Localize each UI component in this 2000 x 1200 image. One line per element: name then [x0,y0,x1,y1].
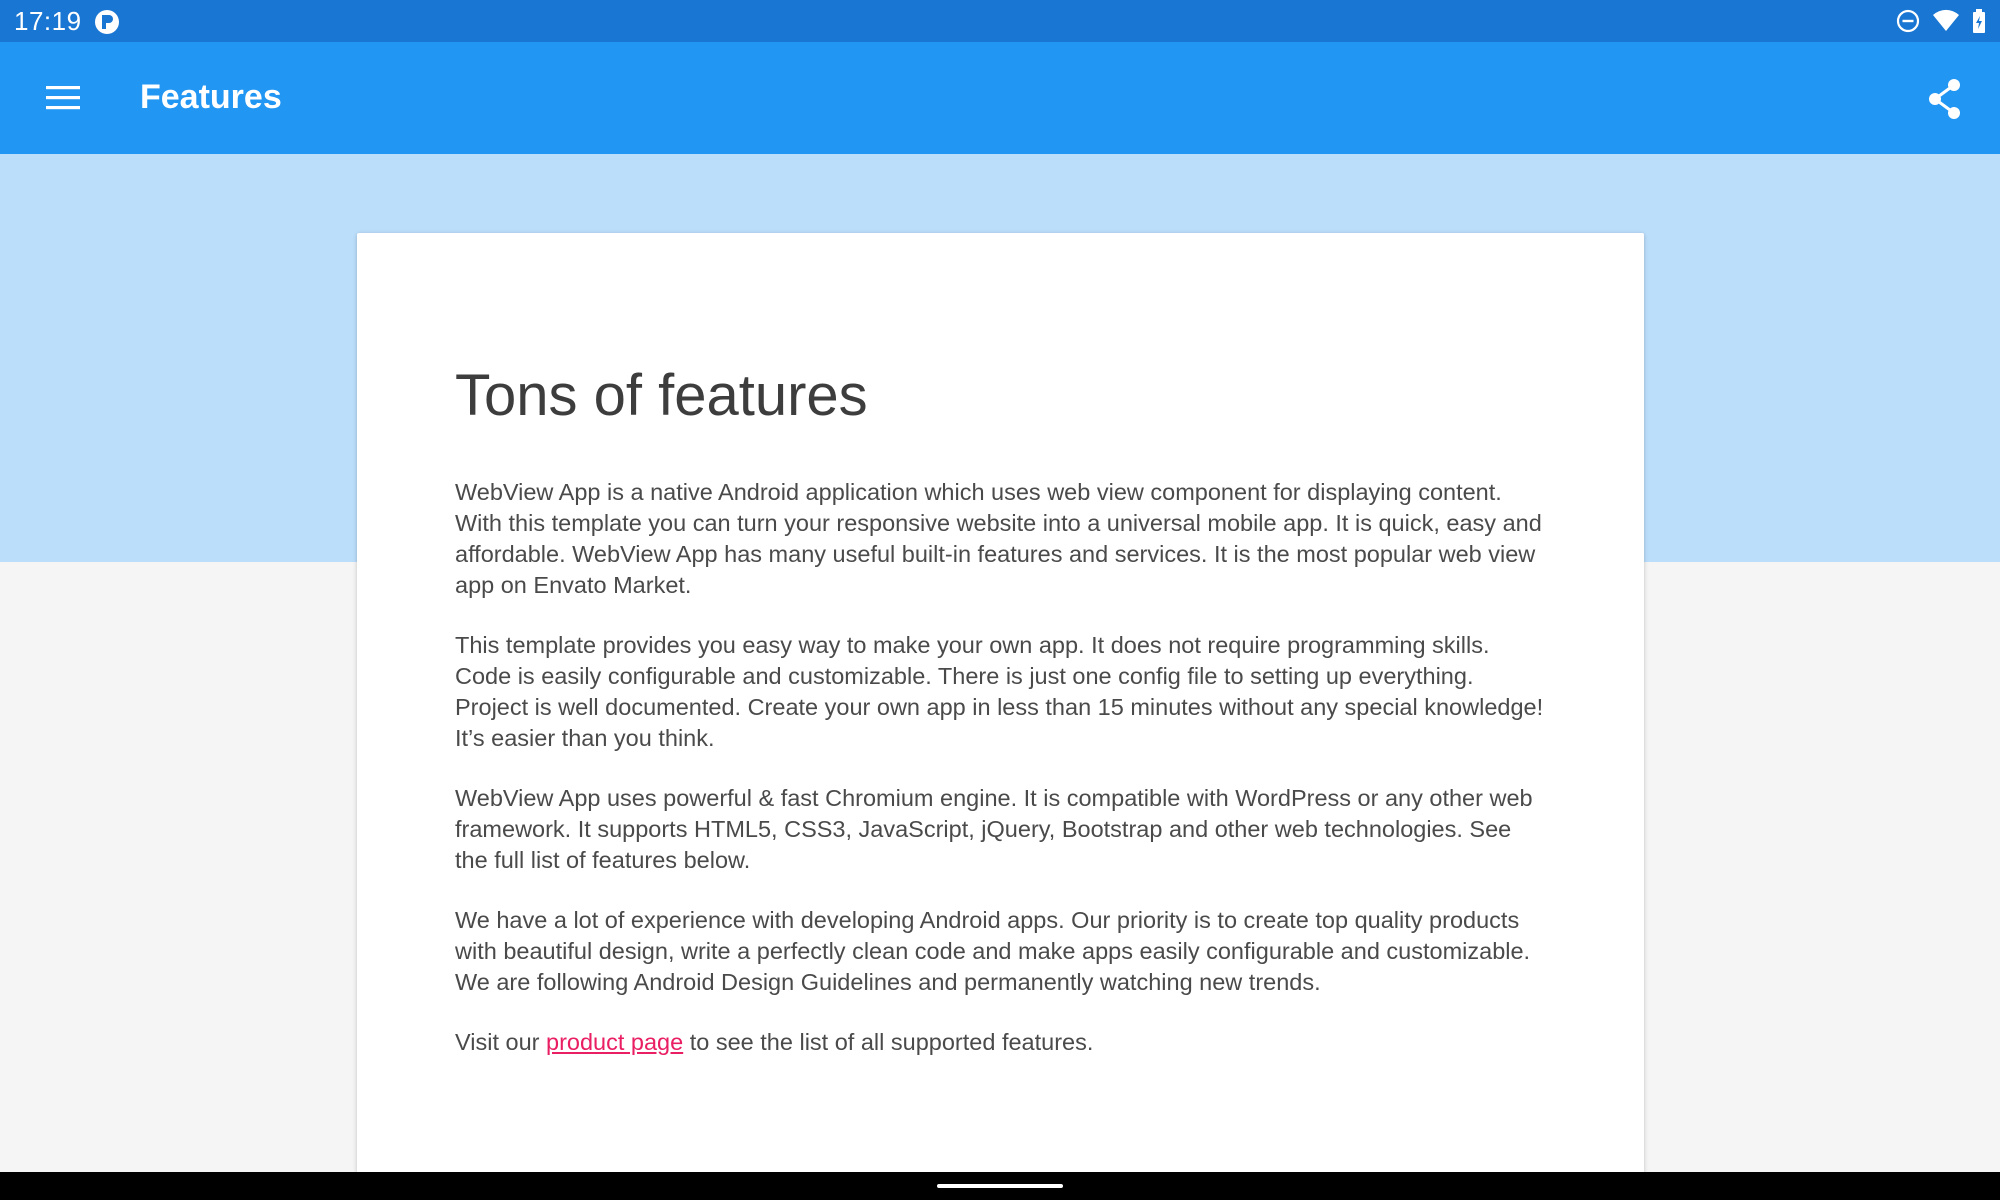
menu-icon[interactable] [38,78,88,118]
do-not-disturb-icon [1896,9,1920,33]
navigation-bar [0,1172,2000,1200]
page-title: Features [140,78,282,116]
home-gesture-handle[interactable] [937,1184,1063,1188]
status-bar [0,0,2000,42]
battery-icon [1972,9,1986,33]
product-page-link[interactable]: product page [546,1029,684,1055]
status-time: 17:19 [14,6,82,36]
content-heading: Tons of features [455,363,868,428]
visit-suffix: to see the list of all supported features. [689,1029,1094,1055]
paragraph-intro: WebView App is a native Android application which uses web view component for displaying content. With this template you can turn your responsive website into a universal mobile app. It is quick, easy and affordable. WebView App has many useful built-in features and services. It is the most popular web view app on Envato Market. [455,479,1542,598]
paragraph-visit [455,1027,1548,1058]
share-icon[interactable] [1920,74,1970,124]
app-notification-icon [94,9,120,35]
app-bar [0,42,2000,154]
wifi-icon [1932,9,1960,33]
status-icons [1896,8,1986,34]
paragraph-experience: We have a lot of experience with developing Android apps. Our priority is to create top quality products with beautiful design, write a perfectly clean code and make apps easily configurable and customizable. We are following Android Design Guidelines and permanently watching new trends. [455,907,1531,995]
paragraph-engine: WebView App uses powerful & fast Chromium engine. It is compatible with WordPress or any other web framework. It supports HTML5, CSS3, JavaScript, jQuery, Bootstrap and other web technologies. See the full list of features below. [455,785,1533,873]
visit-prefix: Visit our [455,1029,540,1055]
content-card [357,233,1644,1173]
paragraph-template: This template provides you easy way to make your own app. It does not require programming skills. Code is easily configurable and customizable. There is just one config file to setting up everything. Project is well documented. Create your own app in less than 15 minutes without any special knowledge! It’s easier than you think. [455,632,1544,751]
